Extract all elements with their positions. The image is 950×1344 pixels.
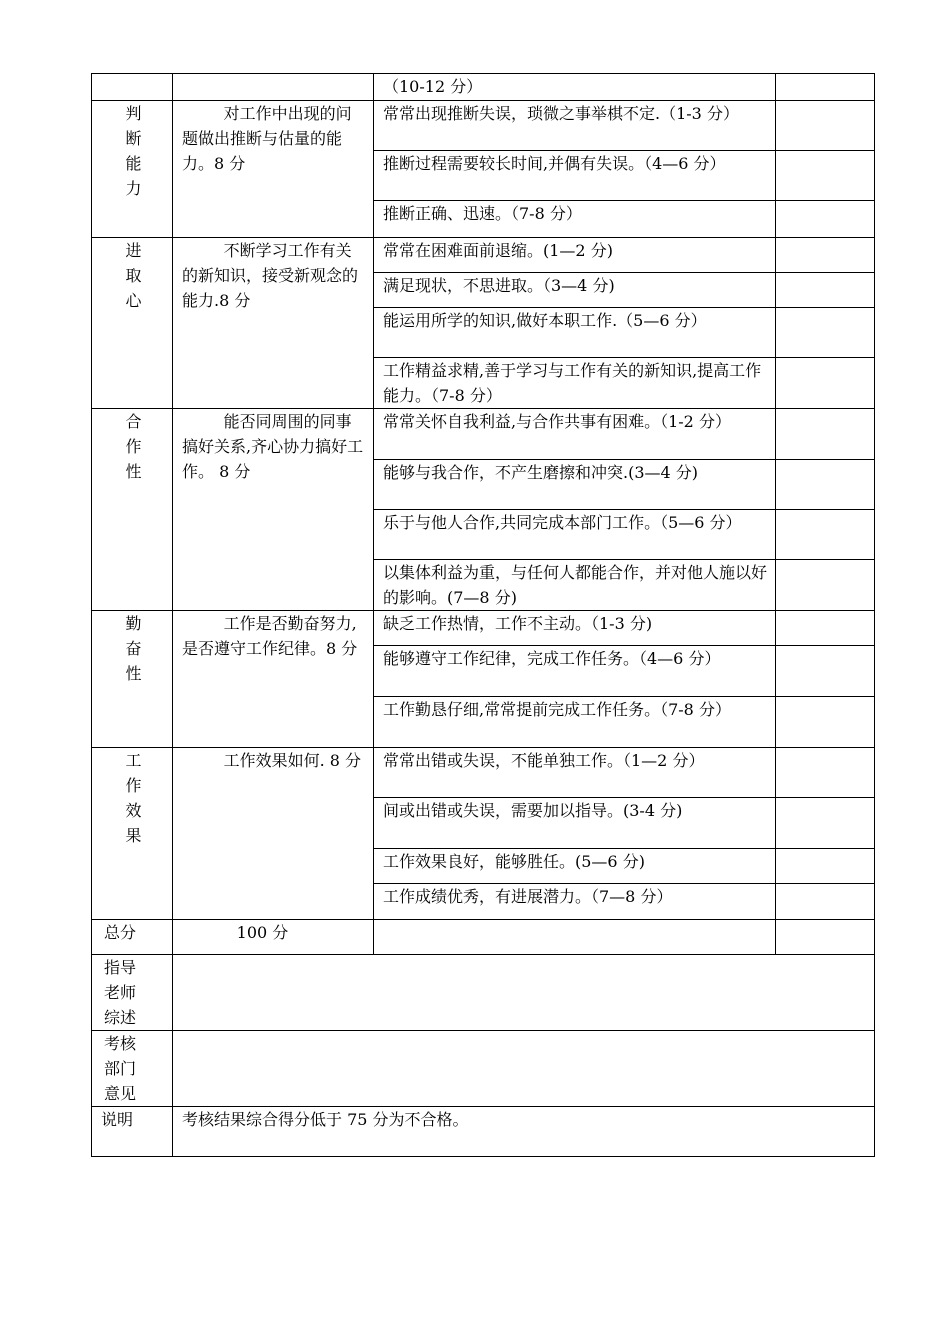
dept-opinion-content[interactable] (173, 1031, 875, 1107)
description-cell: 对工作中出现的问题做出推断与估量的能力。8 分 (173, 101, 374, 238)
score-cell (776, 849, 875, 884)
total-value: 100 分 (173, 920, 374, 955)
criterion-cell: 常常出现推断失误，琐微之事举棋不定.（1-3 分） (374, 101, 776, 151)
score-cell (776, 884, 875, 920)
score-cell (776, 798, 875, 849)
criterion-cell: 常常在困难面前退缩。(1—2 分) (374, 238, 776, 273)
advisor-summary-row (92, 955, 875, 1031)
score-cell (776, 358, 875, 409)
criterion-cell: 工作效果良好，能够胜任。(5—6 分) (374, 849, 776, 884)
criterion-cell: 工作精益求精,善于学习与工作有关的新知识,提高工作能力。（7-8 分） (374, 358, 776, 409)
category-cell: 进取心 (92, 238, 173, 409)
advisor-summary-content[interactable] (173, 955, 875, 1031)
description-cell: 工作是否勤奋努力,是否遵守工作纪律。8 分 (173, 611, 374, 748)
score-cell (776, 611, 875, 646)
table-row (92, 101, 875, 151)
total-row (92, 920, 875, 955)
total-criterion-cell (374, 920, 776, 955)
note-row (92, 1107, 875, 1157)
criterion-cell: 常常关怀自我利益,与合作共事有困难。（1-2 分） (374, 409, 776, 460)
score-cell (776, 151, 875, 201)
category-cell: 合作性 (92, 409, 173, 611)
score-cell (776, 308, 875, 358)
note-label: 说明 (92, 1107, 173, 1157)
category-cell: 判断能力 (92, 101, 173, 238)
score-cell (776, 460, 875, 510)
dept-opinion-row (92, 1031, 875, 1107)
criterion-cell: 乐于与他人合作,共同完成本部门工作。（5—6 分） (374, 510, 776, 560)
score-cell (776, 646, 875, 697)
score-cell (776, 748, 875, 798)
table-row (92, 611, 875, 646)
description-cell (173, 74, 374, 101)
score-cell (776, 273, 875, 308)
dept-opinion-label: 考核部门意见 (92, 1031, 173, 1107)
criterion-cell: 能运用所学的知识,做好本职工作.（5—6 分） (374, 308, 776, 358)
table-row (92, 238, 875, 273)
score-cell (776, 697, 875, 748)
category-cell (92, 74, 173, 101)
criterion-cell: 工作成绩优秀，有进展潜力。（7—8 分） (374, 884, 776, 920)
score-cell (776, 74, 875, 101)
criterion-cell: 能够遵守工作纪律，完成工作任务。（4—6 分） (374, 646, 776, 697)
total-label: 总分 (92, 920, 173, 955)
score-cell (776, 101, 875, 151)
criterion-cell: 常常出错或失误，不能单独工作。（1—2 分） (374, 748, 776, 798)
criterion-cell: 缺乏工作热情，工作不主动。（1-3 分) (374, 611, 776, 646)
criterion-cell: 能够与我合作，不产生磨擦和冲突.(3—4 分) (374, 460, 776, 510)
criterion-cell: 间或出错或失误，需要加以指导。(3-4 分) (374, 798, 776, 849)
table-row (92, 409, 875, 460)
table-row (92, 748, 875, 798)
description-cell: 能否同周围的同事搞好关系,齐心协力搞好工作。 8 分 (173, 409, 374, 611)
score-cell (776, 409, 875, 460)
criterion-cell: 推断正确、迅速。（7-8 分） (374, 201, 776, 238)
score-cell (776, 510, 875, 560)
description-cell: 不断学习工作有关的新知识，接受新观念的能力.8 分 (173, 238, 374, 409)
criterion-cell: 满足现状，不思进取。（3—4 分) (374, 273, 776, 308)
total-score-cell (776, 920, 875, 955)
criterion-cell: 推断过程需要较长时间,并偶有失误。（4—6 分） (374, 151, 776, 201)
table-row (92, 74, 875, 101)
advisor-summary-label: 指导老师综述 (92, 955, 173, 1031)
criterion-cell: （10-12 分） (374, 74, 776, 101)
category-cell: 工作效果 (92, 748, 173, 920)
criterion-cell: 以集体利益为重，与任何人都能合作，并对他人施以好的影响。(7—8 分) (374, 560, 776, 611)
description-cell: 工作效果如何. 8 分 (173, 748, 374, 920)
evaluation-table (91, 73, 875, 1157)
score-cell (776, 201, 875, 238)
category-cell: 勤奋性 (92, 611, 173, 748)
note-text: 考核结果综合得分低于 75 分为不合格。 (173, 1107, 875, 1157)
score-cell (776, 560, 875, 611)
score-cell (776, 238, 875, 273)
criterion-cell: 工作勤恳仔细,常常提前完成工作任务。（7-8 分） (374, 697, 776, 748)
